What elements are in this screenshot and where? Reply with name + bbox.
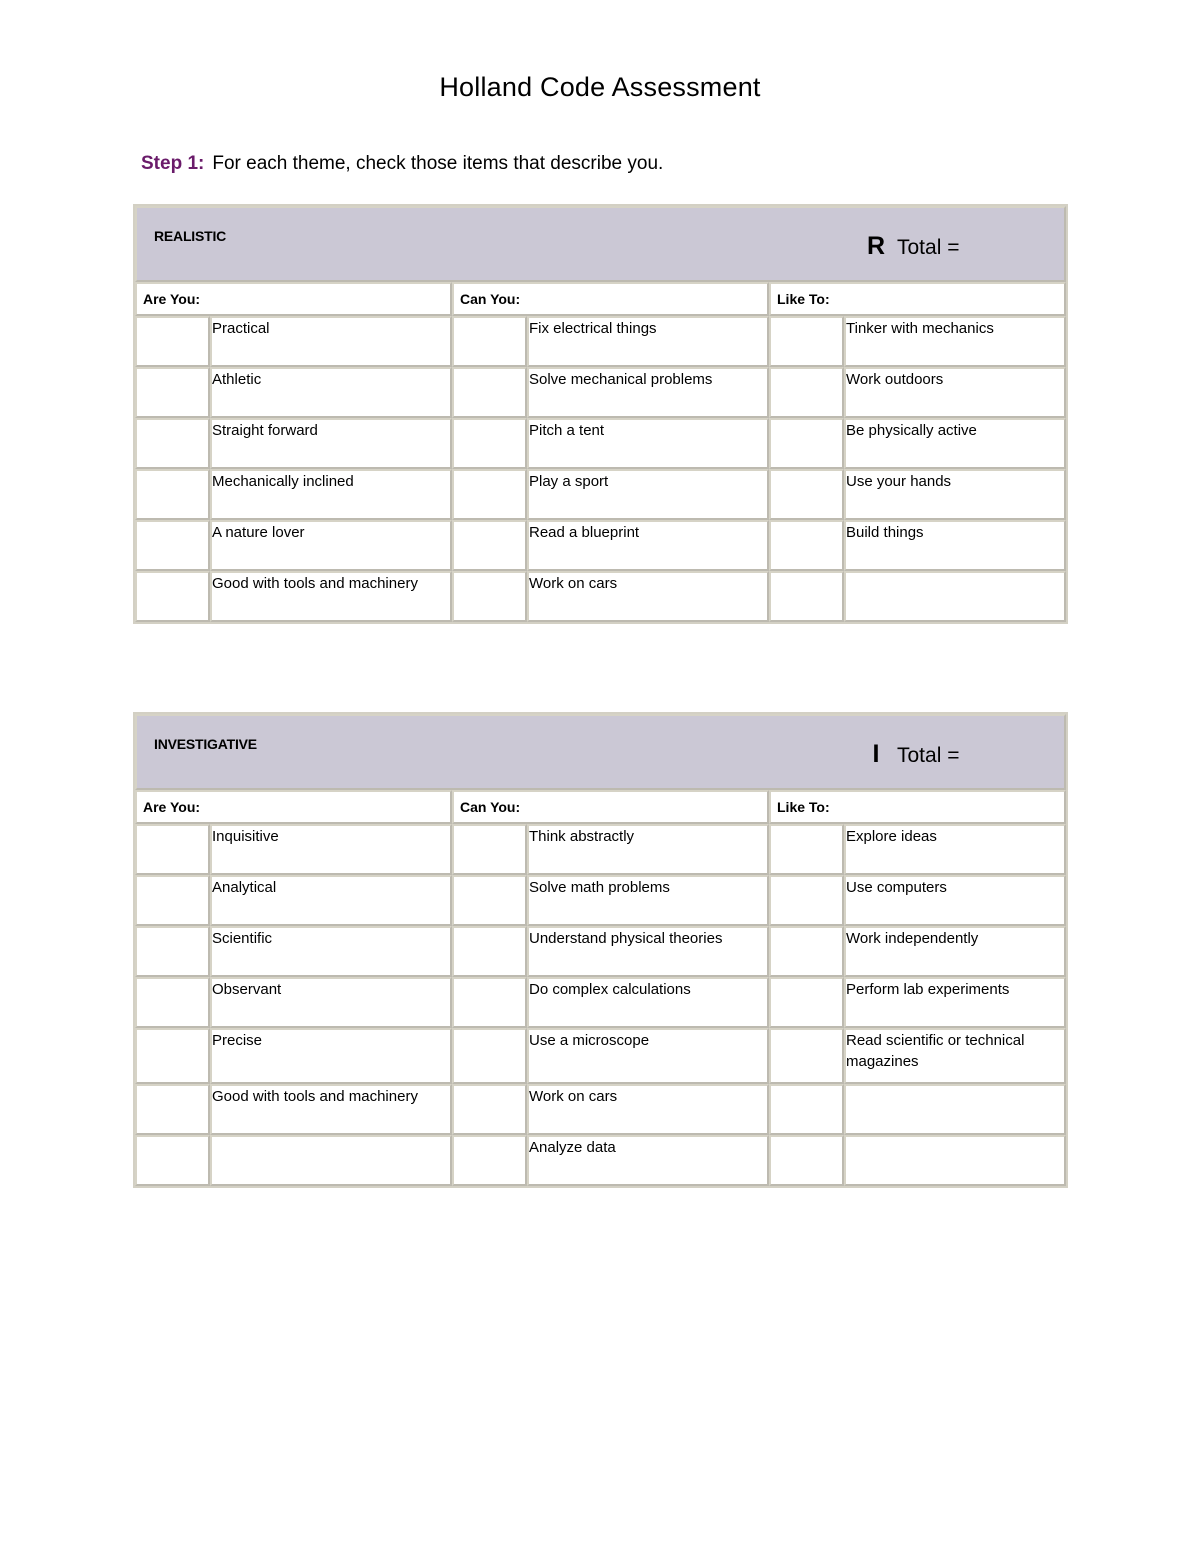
item-label: Use computers [844, 875, 1066, 926]
theme-table-realistic [133, 204, 1068, 624]
item-label: Good with tools and machinery [210, 571, 452, 622]
checkbox-cell[interactable] [769, 875, 844, 926]
checkbox-cell[interactable] [135, 875, 210, 926]
item-label [844, 1135, 1066, 1186]
table-row [135, 316, 1066, 367]
theme-letter: R [866, 232, 886, 260]
checkbox-cell[interactable] [135, 977, 210, 1028]
item-label: Athletic [210, 367, 452, 418]
table-row [135, 367, 1066, 418]
column-header-are-you: Are You: [135, 282, 452, 316]
checkbox-cell[interactable] [452, 316, 527, 367]
item-label [844, 1084, 1066, 1135]
item-label: Precise [210, 1028, 452, 1084]
checkbox-cell[interactable] [135, 316, 210, 367]
total-label: Total = [897, 744, 960, 767]
checkbox-cell[interactable] [769, 418, 844, 469]
item-label: Do complex calculations [527, 977, 769, 1028]
checkbox-cell[interactable] [769, 367, 844, 418]
checkbox-cell[interactable] [135, 1084, 210, 1135]
theme-name: INVESTIGATIVE [154, 736, 257, 752]
theme-header [135, 714, 1066, 790]
theme-letter: I [872, 740, 880, 768]
item-label: Good with tools and machinery [210, 1084, 452, 1135]
checkbox-cell[interactable] [452, 367, 527, 418]
table-row [135, 1028, 1066, 1084]
table-row [135, 1135, 1066, 1186]
item-label: Think abstractly [527, 824, 769, 875]
item-label: Build things [844, 520, 1066, 571]
step-label: Step 1: [141, 153, 205, 174]
theme-name: REALISTIC [154, 228, 227, 244]
item-label: Solve mechanical problems [527, 367, 769, 418]
checkbox-cell[interactable] [135, 1135, 210, 1186]
checkbox-cell[interactable] [135, 926, 210, 977]
item-label: Use a microscope [527, 1028, 769, 1084]
step-text: For each theme, check those items that describe you. [212, 153, 664, 174]
item-label: Play a sport [527, 469, 769, 520]
item-label: Practical [210, 316, 452, 367]
item-label: Explore ideas [844, 824, 1066, 875]
theme-table-investigative [133, 712, 1068, 1188]
item-label: A nature lover [210, 520, 452, 571]
item-label: Read scientific or technical magazines [844, 1028, 1066, 1084]
item-label: Work on cars [527, 571, 769, 622]
checkbox-cell[interactable] [769, 571, 844, 622]
checkbox-cell[interactable] [769, 1084, 844, 1135]
checkbox-cell[interactable] [135, 469, 210, 520]
item-label: Scientific [210, 926, 452, 977]
item-label: Fix electrical things [527, 316, 769, 367]
checkbox-cell[interactable] [135, 1028, 210, 1084]
table-row [135, 977, 1066, 1028]
step-instruction [141, 153, 663, 175]
checkbox-cell[interactable] [769, 1135, 844, 1186]
table-row [135, 571, 1066, 622]
item-label: Mechanically inclined [210, 469, 452, 520]
table-row [135, 520, 1066, 571]
checkbox-cell[interactable] [769, 469, 844, 520]
checkbox-cell[interactable] [135, 367, 210, 418]
checkbox-cell[interactable] [769, 926, 844, 977]
column-header-like-to: Like To: [769, 282, 1066, 316]
checkbox-cell[interactable] [452, 1028, 527, 1084]
theme-total [861, 740, 959, 769]
item-label: Work on cars [527, 1084, 769, 1135]
checkbox-cell[interactable] [135, 418, 210, 469]
item-label: Pitch a tent [527, 418, 769, 469]
checkbox-cell[interactable] [769, 824, 844, 875]
item-label [210, 1135, 452, 1186]
item-label: Use your hands [844, 469, 1066, 520]
table-row [135, 469, 1066, 520]
item-label: Observant [210, 977, 452, 1028]
table-row [135, 926, 1066, 977]
checkbox-cell[interactable] [135, 520, 210, 571]
column-header-can-you: Can You: [452, 790, 769, 824]
checkbox-cell[interactable] [769, 977, 844, 1028]
checkbox-cell[interactable] [452, 875, 527, 926]
item-label: Be physically active [844, 418, 1066, 469]
checkbox-cell[interactable] [769, 520, 844, 571]
checkbox-cell[interactable] [769, 1028, 844, 1084]
checkbox-cell[interactable] [135, 571, 210, 622]
item-label: Inquisitive [210, 824, 452, 875]
item-label: Work independently [844, 926, 1066, 977]
checkbox-cell[interactable] [452, 469, 527, 520]
checkbox-cell[interactable] [452, 520, 527, 571]
column-header-like-to: Like To: [769, 790, 1066, 824]
page-title: Holland Code Assessment [439, 72, 761, 102]
checkbox-cell[interactable] [452, 1135, 527, 1186]
checkbox-cell[interactable] [452, 824, 527, 875]
table-row [135, 1084, 1066, 1135]
theme-total [861, 232, 959, 261]
checkbox-cell[interactable] [769, 316, 844, 367]
item-label [844, 571, 1066, 622]
column-header-row [135, 790, 1066, 824]
item-label: Analytical [210, 875, 452, 926]
table-row [135, 875, 1066, 926]
checkbox-cell[interactable] [452, 418, 527, 469]
checkbox-cell[interactable] [452, 571, 527, 622]
item-label: Solve math problems [527, 875, 769, 926]
item-label: Read a blueprint [527, 520, 769, 571]
column-header-can-you: Can You: [452, 282, 769, 316]
checkbox-cell[interactable] [452, 1084, 527, 1135]
item-label: Work outdoors [844, 367, 1066, 418]
total-label: Total = [897, 236, 960, 259]
item-label: Analyze data [527, 1135, 769, 1186]
item-label: Perform lab experiments [844, 977, 1066, 1028]
item-label: Straight forward [210, 418, 452, 469]
item-label: Understand physical theories [527, 926, 769, 977]
column-header-are-you: Are You: [135, 790, 452, 824]
theme-header [135, 206, 1066, 282]
column-header-row [135, 282, 1066, 316]
item-label: Tinker with mechanics [844, 316, 1066, 367]
table-row [135, 824, 1066, 875]
checkbox-cell[interactable] [452, 977, 527, 1028]
checkbox-cell[interactable] [452, 926, 527, 977]
checkbox-cell[interactable] [135, 824, 210, 875]
table-row [135, 418, 1066, 469]
